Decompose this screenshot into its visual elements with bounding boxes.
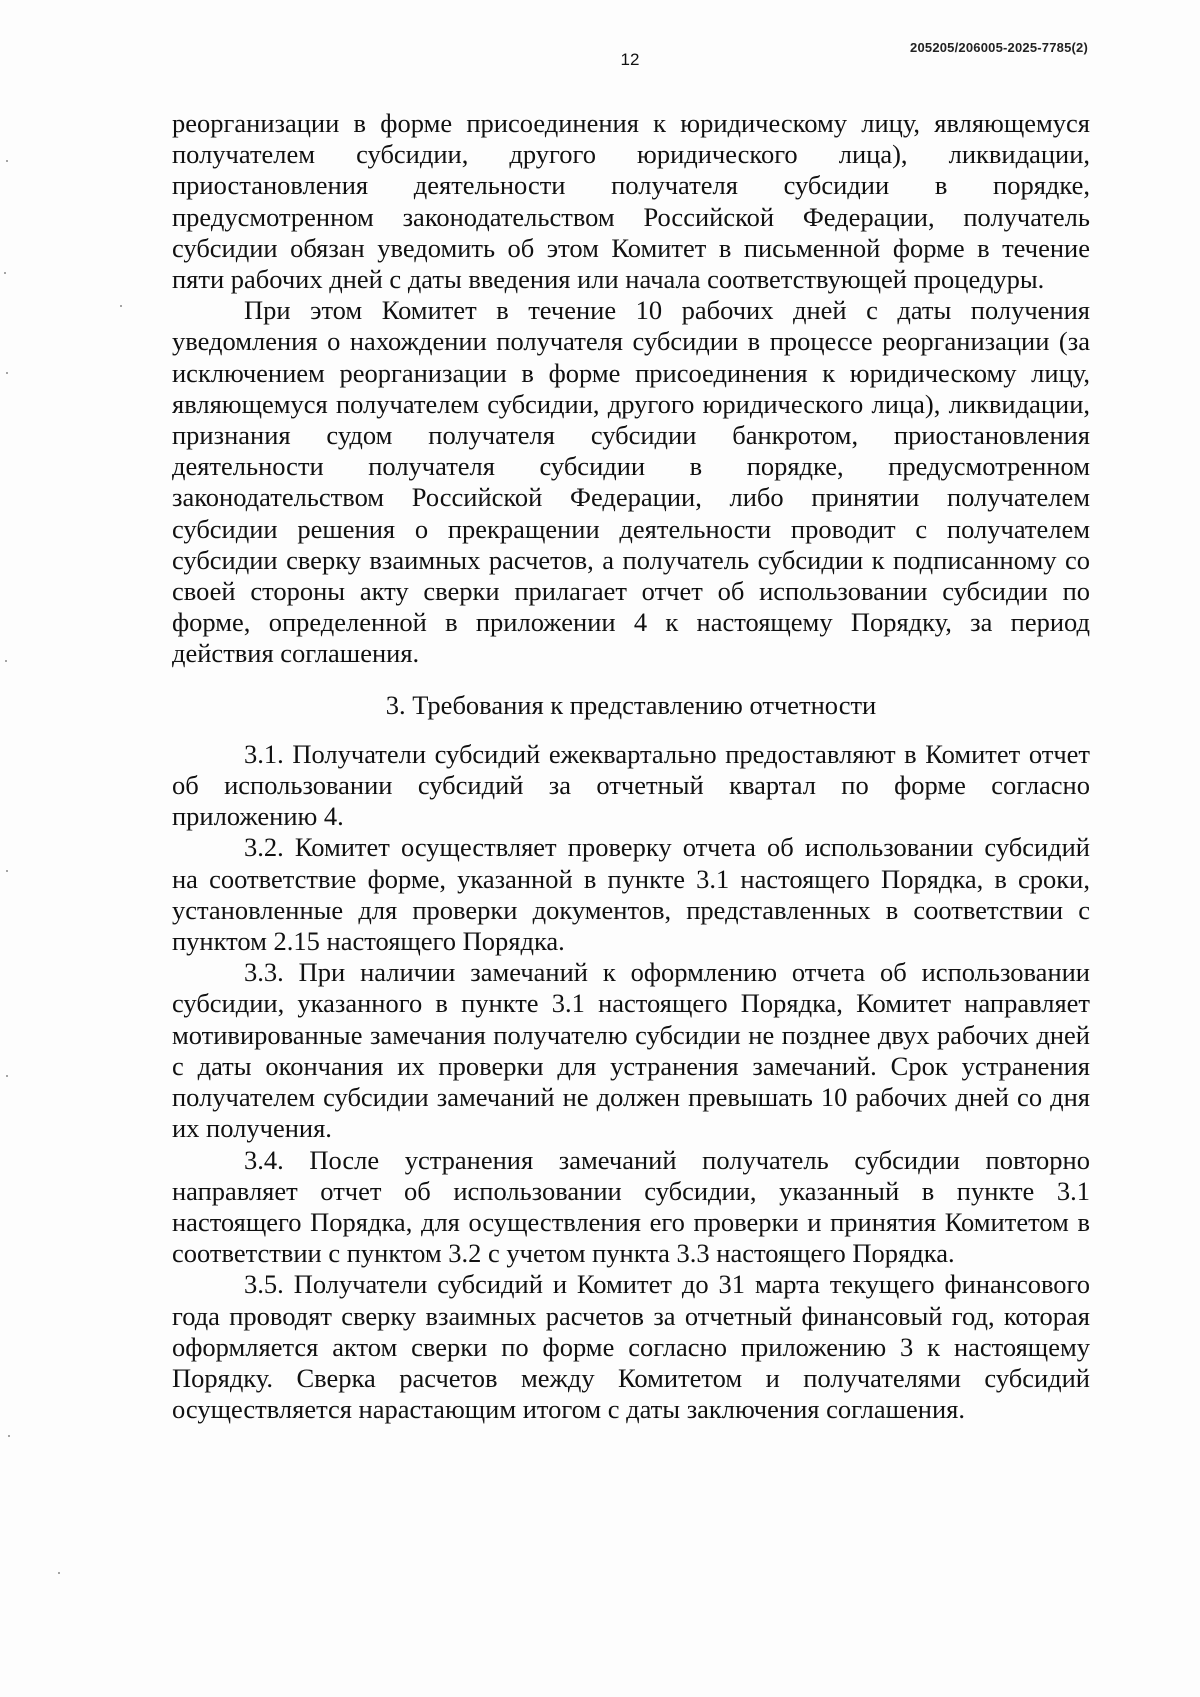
document-body <box>172 108 1090 1425</box>
section-heading: 3. Требования к представлению отчетности <box>385 689 877 720</box>
scan-speck <box>4 272 6 274</box>
paragraph-committee-reconciliation: При этом Комитет в течение 10 рабочих дней с даты получения уведомления о нахождении получателя субсидии в процессе реорганизации (за исключением реорганизации в форме присоединения к юридическому лицу, являющемуся получателем субсидии, другого юридического лица), ликвидации, признания судом получателя субсидии банкротом, приостановления деятельности получателя субсидии в порядке, предусмотренном законодательством Российской Федерации, либо принятии получателем субсидии решения о прекращении деятельности проводит с получателем субсидии сверку взаимных расчетов, а получатель субсидии к подписанному со своей стороны акту сверки прилагает отчет об использовании субсидии по форме, определенной в приложении 4 к настоящему Порядку, за период действия соглашения. <box>172 295 1090 669</box>
scan-speck <box>58 1572 60 1574</box>
paragraph-3-1: 3.1. Получатели субсидий ежеквартально предоставляют в Комитет отчет об использовании субсидий за отчетный квартал по форме согласно приложению 4. <box>172 738 1090 832</box>
scan-speck <box>5 660 7 662</box>
page-number: 12 <box>620 50 640 69</box>
paragraph-3-2: 3.2. Комитет осуществляет проверку отчета об использовании субсидий на соответствие форме, указанной в пункте 3.1 настоящего Порядка, в сроки, установленные для проверки документов, представленных в соответствии с пунктом 2.15 настоящего Порядка. <box>172 832 1090 957</box>
scan-speck <box>8 1435 10 1437</box>
scan-speck <box>120 305 122 307</box>
scan-speck <box>6 160 8 162</box>
scan-speck <box>6 372 8 374</box>
paragraph-3-3: 3.3. При наличии замечаний к оформлению отчета об использовании субсидии, указанного в пункте 3.1 настоящего Порядка, Комитет направляет мотивированные замечания получателю субсидии не позднее двух рабочих дней с даты окончания их проверки для устранения замечаний. Срок устранения получателем субсидии замечаний не должен превышать 10 рабочих дней со дня их получения. <box>172 957 1090 1144</box>
paragraph-3-4: 3.4. После устранения замечаний получатель субсидии повторно направляет отчет об использовании субсидии, указанный в пункте 3.1 настоящего Порядка, для осуществления его проверки и принятия Комитетом в соответствии с пунктом 3.2 с учетом пункта 3.3 настоящего Порядка. <box>172 1144 1090 1269</box>
paragraph-3-5: 3.5. Получатели субсидий и Комитет до 31 марта текущего финансового года проводят сверку взаимных расчетов за отчетный финансовый год, которая оформляется актом сверки по форме согласно приложению 3 к настоящему Порядку. Сверка расчетов между Комитетом и получателями субсидий осуществляется нарастающим итогом с даты заключения соглашения. <box>172 1269 1090 1425</box>
document-registration-number: 205205/206005-2025-7785(2) <box>910 40 1088 55</box>
paragraph-continuation: реорганизации в форме присоединения к юридическому лицу, являющемуся получателем субсидии, другого юридического лица), ликвидации, приостановления деятельности получателя субсидии в порядке, предусмотренном законодательством Российской Федерации, получатель субсидии обязан уведомить об этом Комитет в письменной форме в течение пяти рабочих дней с даты введения или начала соответствующей процедуры. <box>172 108 1090 295</box>
scan-speck <box>6 1075 8 1077</box>
scan-speck <box>6 870 8 872</box>
